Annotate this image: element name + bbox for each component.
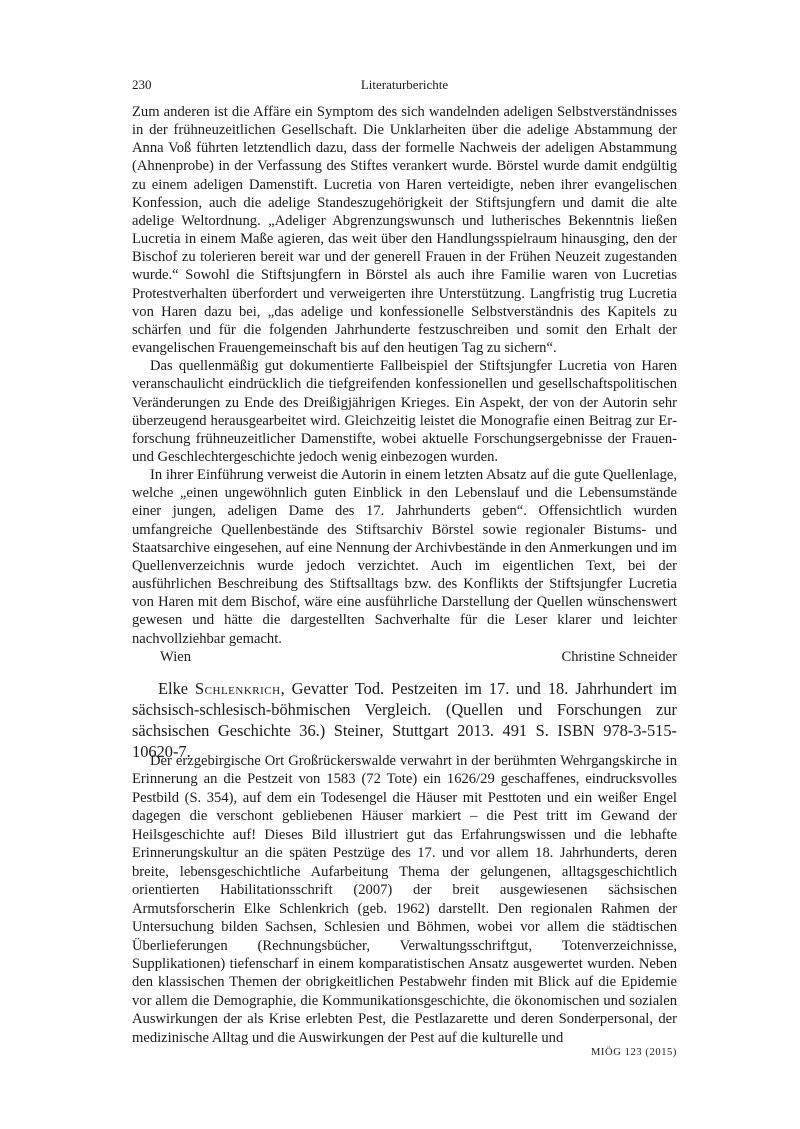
journal-footer: MIÖG 123 (2015) bbox=[591, 1047, 677, 1058]
author-first-name: Elke bbox=[158, 679, 189, 698]
review-continuation bbox=[132, 103, 677, 666]
author-last-name: Schlenkrich bbox=[195, 679, 281, 698]
running-title: Literaturberichte bbox=[360, 77, 449, 92]
review-signature bbox=[132, 648, 677, 666]
reviewer-name: Christine Schneider bbox=[561, 648, 677, 665]
paragraph: In ihrer Einführung verweist die Autorin in einem letzten Absatz auf die gute Quellenlage, welche „einen ungewöhnlich guten Einblick in den Lebenslauf und die Lebensumstände einer jungen, adeligen Dame des 17. Jahrhunderts geben“. Offensichtlich wurden umfangreiche Quellenbestände des Stiftsarchiv Börstel sowie regionaler Bistums- und Staatsarchive eingesehen, auf eine Nennung der Archivbestände in den Anmerkungen und im Quellenverzeichnis wurde jedoch verzichtet. Auch im eigentlichen Text, bei der ausführlichen Beschreibung des Stiftsalltags bzw. des Konflikts der Stiftsjungfer Lucretia von Haren mit dem Bischof, wäre eine ausführliche Darstellung der Quellen wünschenswert gewesen und hätte die dargestellten Sachverhalte für die Leser klarer und leichter nachvollziehbar gemacht. bbox=[132, 467, 677, 647]
review-body bbox=[132, 752, 677, 1047]
review-bibliographic-heading bbox=[132, 678, 677, 762]
reviewer-place: Wien bbox=[160, 648, 192, 665]
paragraph: Der erzgebirgische Ort Großrückerswalde verwahrt in der berühmten Wehrgangskirche in Erinnerung an die Pestzeit von 1583 (72 Tote) ein 1626/29 geschaffenes, eindrucksvolles Pestbild (S. 354), auf dem ein Todesengel die Häuser mit Pesttoten und ein weißer Engel dagegen die verschont gebliebenen Häuser markiert – die Pest tritt im Gewand der Heilsgeschichte auf! Dieses Bild illustriert gut das Erfahrungswissen und die lebhafte Erinnerungskultur an die späten Pestzüge des 17. und vor allem 18. Jahrhunderts, deren breite, lebensgeschichtliche Aufarbeitung Thema der gelungenen, alltagsgeschichtlich orientierten Habilitationsschrift (2007) der breit ausgewiesenen sächsischen Armutsforscherin Elke Schlenkrich (geb. 1962) darstellt. Den regionalen Rahmen der Untersuchung bilden Sachsen, Schlesien und Böhmen, wobei vor allem die städtischen Überlieferungen (Rechnungsbücher, Verwaltungsschriftgut, Totenverzeichnisse, Supplikationen) tiefenscharf in einem komparatistischen Ansatz ausgewertet wurden. Neben den klassischen Themen der obrigkeitlichen Pestabwehr finden mit Blick auf die Epidemie vor allem die Demographie, die Kommunikationsgeschichte, die ökonomischen und sozialen Auswirkungen der als Krise erlebten Pest, die Pestlazarette und deren Sonderpersonal, der medizinische Alltag und die Auswirkungen der Pest auf die kulturelle und bbox=[132, 753, 677, 1046]
paragraph: Zum anderen ist die Affäre ein Symptom des sich wandelnden adeligen Selbstverständnisses in der frühneuzeitlichen Gesellschaft. Die Unklarheiten über die adelige Abstammung der Anna Voß führten letztendlich dazu, dass der formelle Nachweis der adeligen Abstammung (Ahnenprobe) in der Verfassung des Stiftes verankert wurde. Börstel wurde damit endgültig zu einem adeligen Damenstift. Lucretia von Haren verteidigte, neben ihrer evangelischen Konfession, auch die adelige Standeszugehörigkeit der Stiftsjungfern und damit die alte adelige Weltordnung. „Adeliger Abgrenzungswunsch und lutherisches Bekenntnis ließen Lucretia in einem Maße agieren, das weit über den Handlungsspielraum hinausging, den der Bischof zu tolerieren bereit war und der generell Frauen in der Frühen Neuzeit zugestanden wurde.“ Sowohl die Stiftsjungfern in Börstel als auch ihre Familie waren von Lucretias Protestverhalten überfordert und verweigerten ihre Unterstützung. Langfristig trug Lucretia von Haren dazu bei, „das adelige und konfessionelle Selbstverständnis des Kapitels zu schärfen und für die folgenden Jahrhunderte festzuschreiben und somit den Erhalt der evangelischen Frauengemeinschaft bis auf den heutigen Tag zu sichern“. bbox=[132, 104, 677, 357]
bibliographic-details: , Gevatter Tod. Pestzeiten im 17. und 18. Jahrhundert im sächsisch-schlesisch-böhmischen Vergleich. (Quellen und Forschungen zur sächsischen Geschichte 36.) Steiner, Stuttgart 2013. 491 S. ISBN 978-3-515-10620-7. bbox=[132, 679, 678, 761]
running-header bbox=[132, 77, 677, 97]
bibliographic-entry bbox=[132, 678, 677, 762]
page-number: 230 bbox=[132, 77, 152, 92]
paragraph: Das quellenmäßig gut dokumentierte Fallbeispiel der Stiftsjungfer Lucretia von Haren veranschaulicht eindrücklich die tiefgreifenden konfessionellen und gesellschaftspolitischen Veränderungen zu Ende des Dreißigjährigen Krieges. Ein Aspekt, der von der Autorin sehr überzeugend herausgearbeitet wird. Gleichzeitig leistet die Monografie einen Beitrag zur Erforschung frühneuzeitlicher Damenstifte, wobei aktuelle Forschungsergebnisse der Frauen- und Geschlechtergeschichte jedoch wenig einbezogen wurden. bbox=[132, 358, 677, 465]
